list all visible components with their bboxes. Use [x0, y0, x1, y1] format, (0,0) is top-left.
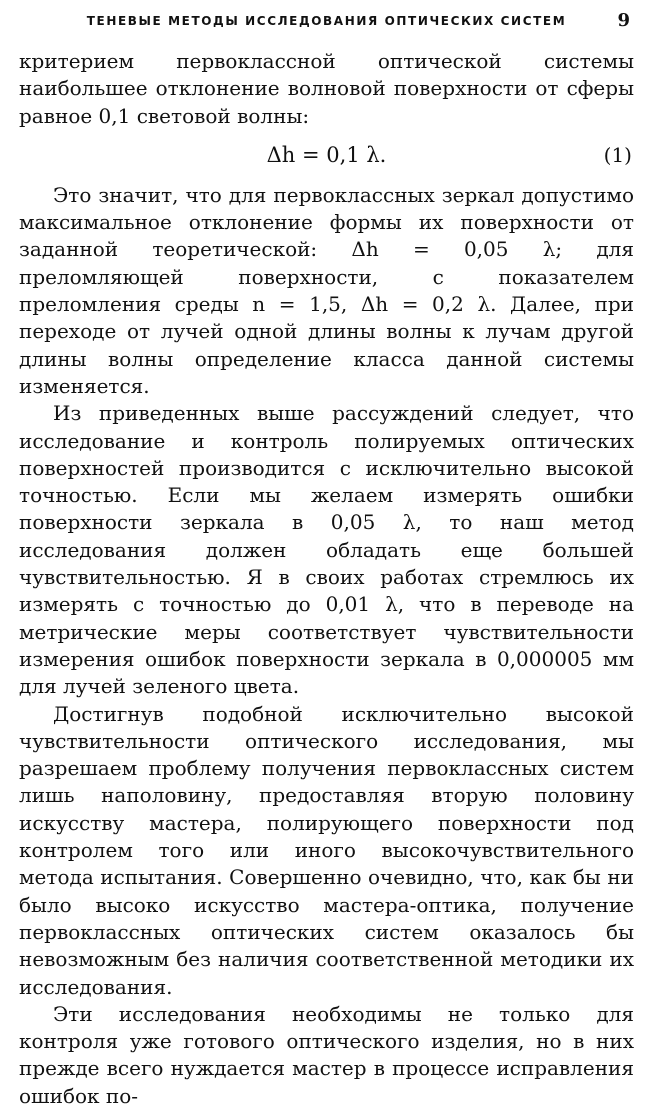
paragraph-3: Из приведенных выше рассуждений следует, что исследование и контроль полируемых оптических поверхностей производится с исключительно высокой точностью. Если мы желаем измерять ошибки поверхности зеркала в 0,05 λ, то наш метод исследования должен обладать еще большей чувствительностью. Я в своих работах стремлюсь их измерять с точностью до 0,01 λ, что в переводе на метрические меры соответствует чувствительности измерения ошибок поверхности зеркала в 0,000005 мм для лучей зеленого цвета. [19, 401, 634, 699]
paragraph-5: Эти исследования необходимы не только для контроля уже готового оптического изделия, но в них прежде всего нуждается мастер в процессе исправления ошибок по- [19, 1001, 634, 1108]
equation-formula: Δh = 0,1 λ. [266, 142, 387, 167]
paragraph-2: Это значит, что для первоклассных зеркал допустимо максимальное отклонение формы их поверхности от заданной теоретической: Δh = 0,05 λ; для преломляющей поверхности, с показателем преломления среды n = 1,5, Δh = 0,2 λ. Далее, при переходе от лучей одной длины волны к лучам другой длины волны определение класса данной системы изменяется. [19, 182, 634, 398]
body-text [19, 48, 634, 1110]
equation-number: (1) [603, 142, 632, 167]
equation-1 [19, 134, 634, 176]
running-title: ТЕНЕВЫЕ МЕТОДЫ ИССЛЕДОВАНИЯ ОПТИЧЕСКИХ СИСТЕМ [86, 14, 567, 28]
paragraph-1: критерием первоклассной оптической системы наибольшее отклонение волновой поверхности от сферы равное 0,1 световой волны: [19, 49, 634, 128]
running-head [19, 10, 634, 32]
page-number: 9 [617, 10, 630, 31]
paragraph-4: Достигнув подобной исключительно высокой чувствительности оптического исследования, мы разрешаем проблему получения первоклассных систем лишь наполовину, предоставляя вторую половину искусству мастера, полирующего поверхности под контролем того или иного высокочувствительного метода испытания. Совершенно очевидно, что, как бы ни было высоко искусство мастера-оптика, получение первоклассных оптических систем оказалось бы невозможным без наличия соответственной методики их исследования. [19, 701, 634, 999]
